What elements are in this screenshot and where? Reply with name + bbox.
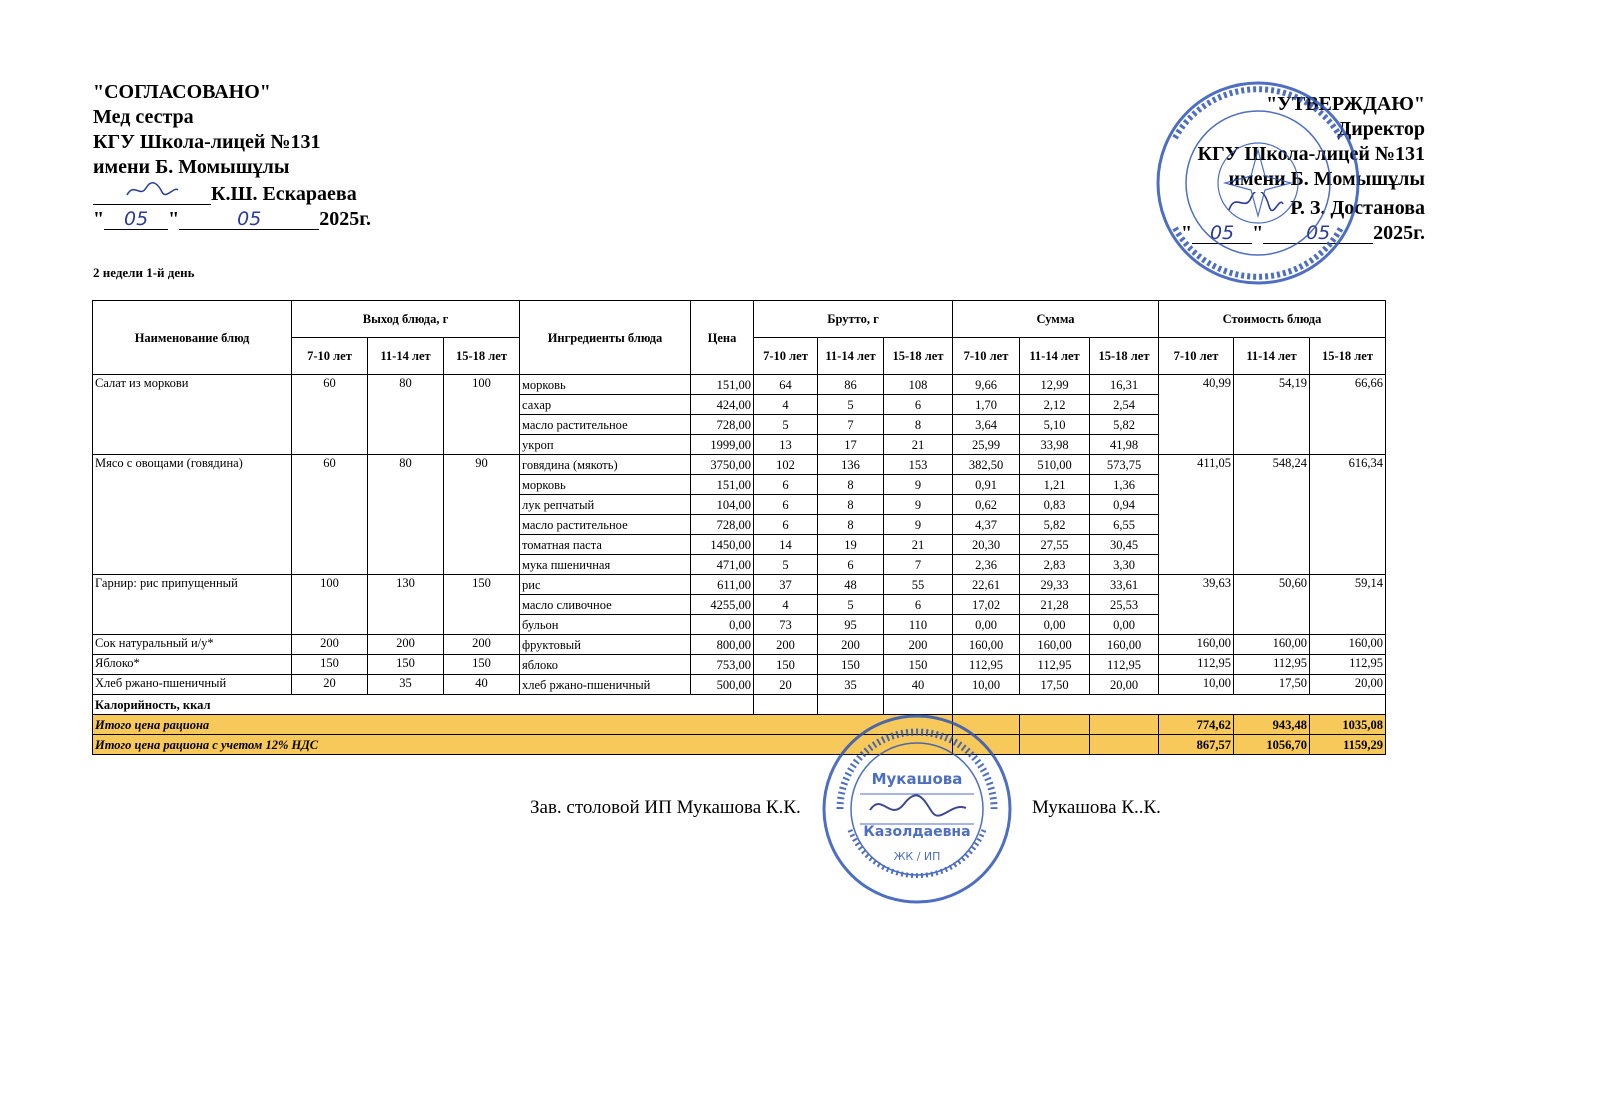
ingredient-price: 800,00: [691, 635, 754, 655]
total-vat-label: Итого цена рациона с учетом 12% НДС: [93, 735, 953, 755]
dish-output: 200: [292, 635, 368, 655]
ingredient-brutto: 150: [754, 655, 818, 675]
dish-cost: 20,00: [1310, 675, 1386, 695]
ingredient-name: морковь: [520, 375, 691, 395]
dish-output: 80: [368, 455, 444, 575]
header-age: 7-10 лет: [292, 338, 368, 375]
ingredient-brutto: 5: [754, 555, 818, 575]
ingredient-name: масло растительное: [520, 415, 691, 435]
ingredient-sum: 10,00: [953, 675, 1020, 695]
dish-output: 200: [444, 635, 520, 655]
ingredient-sum: 160,00: [1020, 635, 1090, 655]
total-value: 943,48: [1234, 715, 1310, 735]
ingredient-brutto: 37: [754, 575, 818, 595]
ingredient-brutto: 108: [884, 375, 953, 395]
date-year: 2025г.: [1373, 222, 1425, 244]
ingredient-brutto: 21: [884, 435, 953, 455]
ingredient-sum: 2,36: [953, 555, 1020, 575]
footer-left: Зав. столовой ИП Мукашова К.К.: [530, 797, 801, 818]
ingredient-price: 611,00: [691, 575, 754, 595]
dish-output: 150: [444, 575, 520, 635]
total-row: [93, 715, 1386, 735]
ingredient-sum: 112,95: [1020, 655, 1090, 675]
dish-name: Салат из моркови: [93, 375, 292, 455]
approval-left-signature-line: [93, 180, 371, 207]
ingredient-sum: 16,31: [1090, 375, 1159, 395]
ingredient-brutto: 6: [754, 495, 818, 515]
footer-right: Мукашова К..К.: [1032, 797, 1161, 818]
ingredient-name: бульон: [520, 615, 691, 635]
ingredient-brutto: 8: [818, 515, 884, 535]
header-age: 7-10 лет: [953, 338, 1020, 375]
dish-cost: 112,95: [1310, 655, 1386, 675]
ingredient-sum: 1,70: [953, 395, 1020, 415]
dish-cost: 59,14: [1310, 575, 1386, 635]
ingredient-brutto: 4: [754, 395, 818, 415]
ingredient-sum: 0,91: [953, 475, 1020, 495]
ingredient-brutto: 40: [884, 675, 953, 695]
ingredient-sum: 20,30: [953, 535, 1020, 555]
approval-right-org: КГУ Школа-лицей №131: [1197, 143, 1425, 165]
ingredient-name: яблоко: [520, 655, 691, 675]
ingredient-sum: 5,10: [1020, 415, 1090, 435]
ingredient-sum: 2,12: [1020, 395, 1090, 415]
approval-left-org2: имени Б. Момышұлы: [93, 156, 290, 178]
header-output: Выход блюда, г: [292, 301, 520, 338]
approval-left-org: КГУ Школа-лицей №131: [93, 131, 321, 153]
ingredient-name: фруктовый: [520, 635, 691, 655]
approval-right-position: Директор: [1337, 118, 1425, 140]
ingredient-brutto: 6: [884, 595, 953, 615]
ingredient-sum: 510,00: [1020, 455, 1090, 475]
dish-cost: 40,99: [1159, 375, 1234, 455]
ingredient-name: масло растительное: [520, 515, 691, 535]
ingredient-sum: 25,53: [1090, 595, 1159, 615]
table-row: [93, 455, 1386, 475]
ingredient-sum: 160,00: [1090, 635, 1159, 655]
dish-output: 90: [444, 455, 520, 575]
ingredient-brutto: 21: [884, 535, 953, 555]
ingredient-brutto: 20: [754, 675, 818, 695]
total-vat-value: 1056,70: [1234, 735, 1310, 755]
ingredient-sum: 6,55: [1090, 515, 1159, 535]
ingredient-price: 151,00: [691, 475, 754, 495]
calories-row: [93, 695, 1386, 715]
dish-name: Гарнир: рис припущенный: [93, 575, 292, 635]
dish-cost: 17,50: [1234, 675, 1310, 695]
ingredient-brutto: 5: [818, 395, 884, 415]
ingredient-sum: 112,95: [1090, 655, 1159, 675]
ingredient-brutto: 7: [884, 555, 953, 575]
dish-output: 60: [292, 455, 368, 575]
ingredient-name: говядина (мякоть): [520, 455, 691, 475]
ingredient-sum: 20,00: [1090, 675, 1159, 695]
dish-name: Хлеб ржано-пшеничный: [93, 675, 292, 695]
ingredient-brutto: 73: [754, 615, 818, 635]
table-row: [93, 375, 1386, 395]
dish-cost: 10,00: [1159, 675, 1234, 695]
ingredient-price: 424,00: [691, 395, 754, 415]
dish-output: 60: [292, 375, 368, 455]
dish-output: 40: [444, 675, 520, 695]
approval-right-date: " 05 " 05 2025г.: [1180, 222, 1425, 244]
ingredient-price: 500,00: [691, 675, 754, 695]
date-day: 05: [1192, 223, 1252, 244]
ingredient-brutto: 55: [884, 575, 953, 595]
ingredient-brutto: 136: [818, 455, 884, 475]
ingredient-price: 1450,00: [691, 535, 754, 555]
ingredient-price: 753,00: [691, 655, 754, 675]
ingredient-sum: 9,66: [953, 375, 1020, 395]
ingredient-sum: 0,00: [1090, 615, 1159, 635]
total-value: 1035,08: [1310, 715, 1386, 735]
ingredient-sum: 2,83: [1020, 555, 1090, 575]
dish-cost: 50,60: [1234, 575, 1310, 635]
ingredient-brutto: 110: [884, 615, 953, 635]
ingredient-name: мука пшеничная: [520, 555, 691, 575]
approval-left: [93, 80, 371, 232]
ingredient-price: 151,00: [691, 375, 754, 395]
ingredient-sum: 3,64: [953, 415, 1020, 435]
total-vat-row: [93, 735, 1386, 755]
ingredient-price: 4255,00: [691, 595, 754, 615]
dish-output: 20: [292, 675, 368, 695]
ingredient-brutto: 8: [818, 475, 884, 495]
ingredient-sum: 3,30: [1090, 555, 1159, 575]
ingredient-sum: 33,61: [1090, 575, 1159, 595]
day-label: 2 недели 1-й день: [93, 265, 195, 280]
ingredient-name: хлеб ржано-пшеничный: [520, 675, 691, 695]
dish-cost: 54,19: [1234, 375, 1310, 455]
ingredient-brutto: 5: [818, 595, 884, 615]
date-year: 2025г.: [319, 208, 372, 230]
ingredient-name: томатная паста: [520, 535, 691, 555]
ingredient-brutto: 7: [818, 415, 884, 435]
ingredient-sum: 5,82: [1090, 415, 1159, 435]
signature-blank: [93, 180, 211, 205]
ingredient-brutto: 14: [754, 535, 818, 555]
ingredient-price: 1999,00: [691, 435, 754, 455]
ingredient-sum: 22,61: [953, 575, 1020, 595]
header-age: 15-18 лет: [1310, 338, 1386, 375]
ingredient-name: лук репчатый: [520, 495, 691, 515]
dish-cost: 66,66: [1310, 375, 1386, 455]
ingredient-price: 728,00: [691, 515, 754, 535]
total-label: Итого цена рациона: [93, 715, 953, 735]
ingredient-price: 471,00: [691, 555, 754, 575]
header-age: 11-14 лет: [1234, 338, 1310, 375]
approval-left-position: Мед сестра: [93, 106, 194, 128]
dish-output: 200: [368, 635, 444, 655]
header-brutto: Брутто, г: [754, 301, 953, 338]
ingredient-price: 104,00: [691, 495, 754, 515]
dish-cost: 411,05: [1159, 455, 1234, 575]
approval-left-title: "СОГЛАСОВАНО": [93, 81, 271, 103]
ingredient-sum: 21,28: [1020, 595, 1090, 615]
menu-body: [93, 375, 1386, 695]
dish-cost: 548,24: [1234, 455, 1310, 575]
footer: [530, 797, 1161, 819]
dish-output: 130: [368, 575, 444, 635]
header-age: 15-18 лет: [444, 338, 520, 375]
ingredient-brutto: 200: [754, 635, 818, 655]
ingredient-brutto: 8: [818, 495, 884, 515]
header-age: 11-14 лет: [368, 338, 444, 375]
menu-table: [92, 300, 1386, 755]
header-age: 15-18 лет: [1090, 338, 1159, 375]
ingredient-sum: 1,21: [1020, 475, 1090, 495]
ingredient-sum: 112,95: [953, 655, 1020, 675]
entrepreneur-stamp-icon: [820, 712, 1014, 906]
ingredient-brutto: 6: [884, 395, 953, 415]
dish-cost: 112,95: [1159, 655, 1234, 675]
ingredient-sum: 160,00: [953, 635, 1020, 655]
header-cost: Стоимость блюда: [1159, 301, 1386, 338]
header-dish: Наименование блюд: [93, 301, 292, 375]
ingredient-brutto: 153: [884, 455, 953, 475]
dish-cost: 39,63: [1159, 575, 1234, 635]
ingredient-price: 728,00: [691, 415, 754, 435]
ingredient-sum: 12,99: [1020, 375, 1090, 395]
date-month: 05: [179, 209, 319, 230]
ingredient-brutto: 13: [754, 435, 818, 455]
header-sum: Сумма: [953, 301, 1159, 338]
header-ingredients: Ингредиенты блюда: [520, 301, 691, 375]
ingredient-sum: 27,55: [1020, 535, 1090, 555]
table-row: [93, 575, 1386, 595]
stamp-name1: Мукашова: [871, 770, 963, 788]
approval-right-org2: имени Б. Момышұлы: [1228, 168, 1425, 190]
ingredient-brutto: 200: [818, 635, 884, 655]
total-value: 774,62: [1159, 715, 1234, 735]
ingredient-sum: 1,36: [1090, 475, 1159, 495]
dish-output: 150: [444, 655, 520, 675]
dish-cost: 160,00: [1159, 635, 1234, 655]
ingredient-brutto: 9: [884, 475, 953, 495]
table-row: [93, 655, 1386, 675]
ingredient-brutto: 9: [884, 515, 953, 535]
dish-name: Мясо с овощами (говядина): [93, 455, 292, 575]
ingredient-brutto: 35: [818, 675, 884, 695]
calories-label: Калорийность, ккал: [93, 695, 754, 715]
ingredient-name: масло сливочное: [520, 595, 691, 615]
approval-left-date: " 05 " 05 2025г.: [93, 208, 372, 230]
dish-cost: 616,34: [1310, 455, 1386, 575]
table-row: [93, 635, 1386, 655]
ingredient-brutto: 200: [884, 635, 953, 655]
ingredient-sum: 0,00: [953, 615, 1020, 635]
ingredient-brutto: 102: [754, 455, 818, 475]
dish-output: 150: [368, 655, 444, 675]
ingredient-sum: 573,75: [1090, 455, 1159, 475]
ingredient-sum: 41,98: [1090, 435, 1159, 455]
header-price: Цена: [691, 301, 754, 375]
handwritten-signature-icon: [122, 180, 182, 200]
ingredient-brutto: 48: [818, 575, 884, 595]
approval-right-title: "УТВЕРЖДАЮ": [1266, 93, 1425, 115]
header-age: 7-10 лет: [754, 338, 818, 375]
dish-cost: 160,00: [1310, 635, 1386, 655]
ingredient-sum: 0,94: [1090, 495, 1159, 515]
ingredient-name: укроп: [520, 435, 691, 455]
dish-output: 150: [292, 655, 368, 675]
school-seal-icon: [1115, 78, 1401, 288]
ingredient-brutto: 6: [818, 555, 884, 575]
approval-left-signer: К.Ш. Ескараева: [211, 183, 357, 205]
ingredient-brutto: 6: [754, 475, 818, 495]
ingredient-sum: 4,37: [953, 515, 1020, 535]
ingredient-name: рис: [520, 575, 691, 595]
ingredient-sum: 0,62: [953, 495, 1020, 515]
table-row: [93, 675, 1386, 695]
ingredient-sum: 25,99: [953, 435, 1020, 455]
total-vat-value: 867,57: [1159, 735, 1234, 755]
ingredient-brutto: 150: [884, 655, 953, 675]
dish-cost: 160,00: [1234, 635, 1310, 655]
ingredient-brutto: 17: [818, 435, 884, 455]
ingredient-sum: 17,02: [953, 595, 1020, 615]
ingredient-brutto: 9: [884, 495, 953, 515]
ingredient-sum: 33,98: [1020, 435, 1090, 455]
approval-right-signer: Р. З. Достанова: [1290, 197, 1425, 219]
date-month: 05: [1263, 223, 1373, 244]
dish-cost: 112,95: [1234, 655, 1310, 675]
ingredient-sum: 30,45: [1090, 535, 1159, 555]
ingredient-brutto: 95: [818, 615, 884, 635]
ingredient-sum: 5,82: [1020, 515, 1090, 535]
ingredient-sum: 0,00: [1020, 615, 1090, 635]
header-age: 7-10 лет: [1159, 338, 1234, 375]
ingredient-brutto: 86: [818, 375, 884, 395]
ingredient-sum: 382,50: [953, 455, 1020, 475]
date-day: 05: [104, 209, 168, 230]
ingredient-brutto: 8: [884, 415, 953, 435]
dish-name: Яблоко*: [93, 655, 292, 675]
ingredient-price: 0,00: [691, 615, 754, 635]
ingredient-sum: 29,33: [1020, 575, 1090, 595]
header-age: 11-14 лет: [1020, 338, 1090, 375]
ingredient-brutto: 64: [754, 375, 818, 395]
total-vat-value: 1159,29: [1310, 735, 1386, 755]
ingredient-sum: 2,54: [1090, 395, 1159, 415]
ingredient-sum: 0,83: [1020, 495, 1090, 515]
header-row-1: [93, 301, 1386, 338]
dish-output: 100: [444, 375, 520, 455]
ingredient-price: 3750,00: [691, 455, 754, 475]
ingredient-brutto: 6: [754, 515, 818, 535]
header-age: 11-14 лет: [818, 338, 884, 375]
ingredient-sum: 17,50: [1020, 675, 1090, 695]
stamp-mark: ЖК / ИП: [893, 850, 941, 863]
ingredient-brutto: 19: [818, 535, 884, 555]
header-age: 15-18 лет: [884, 338, 953, 375]
dish-output: 35: [368, 675, 444, 695]
ingredient-brutto: 4: [754, 595, 818, 615]
ingredient-name: морковь: [520, 475, 691, 495]
dish-output: 80: [368, 375, 444, 455]
ingredient-brutto: 150: [818, 655, 884, 675]
ingredient-name: сахар: [520, 395, 691, 415]
dish-name: Сок натуральный и/у*: [93, 635, 292, 655]
dish-output: 100: [292, 575, 368, 635]
stamp-name2: Казолдаевна: [863, 824, 971, 840]
ingredient-brutto: 5: [754, 415, 818, 435]
